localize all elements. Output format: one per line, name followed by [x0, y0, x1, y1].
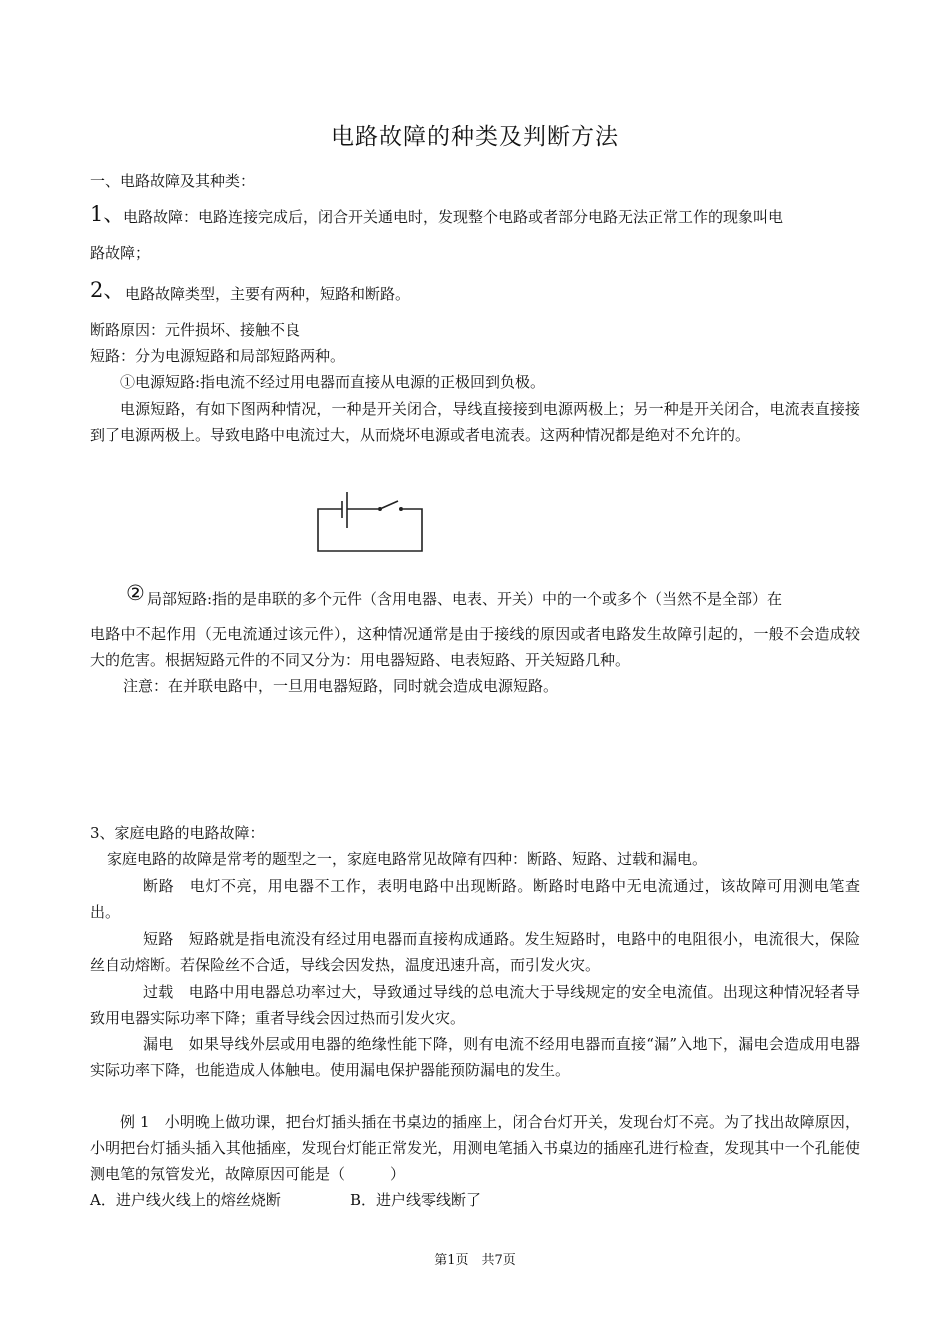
local-short-description: 电路中不起作用（无电流通过该元件），这种情况通常是由于接线的原因或者电路发生故障引起的，一般不会造成较大的危害。根据短路元件的不同又分为：用电器短路、电表短路、开关短路几种。 [90, 625, 860, 669]
switch-contact-right [399, 507, 403, 511]
local-short-line1: 局部短路:指的是串联的多个元件（含用电器、电表、开关）中的一个或多个（当然不是全部）在 [147, 590, 783, 608]
power-short-definition: ①电源短路:指电流不经过用电器而直接从电源的正极回到负极。 [120, 373, 546, 391]
example-1-question: 例 1 小明晚上做功课，把台灯插头插在书桌边的插座上，闭合台灯开关，发现台灯不亮。为了找出故障原因，小明把台灯插头插入其他插座，发现台灯能正常发光，用测电笔插入书桌边的插座孔进行检查，发现其中一个孔能使测电笔的氖管发光，故障原因可能是（ ） [90, 1113, 860, 1183]
parallel-note: 注意：在并联电路中，一旦用电器短路，同时就会造成电源短路。 [123, 677, 559, 695]
example-1-option-b: B．进户线零线断了 [350, 1191, 482, 1209]
fault-short-circuit: 短路 短路就是指电流没有经过用电器而直接构成通路。发生短路时，电路中的电阻很小，电流很大，保险丝自动熔断。若保险丝不合适，导线会因发热，温度迅速升高，而引发火灾。 [90, 930, 860, 974]
switch-blade [380, 501, 398, 509]
local-short-marker: ② [126, 581, 145, 605]
short-circuit-diagram [312, 488, 427, 556]
item2-text: 电路故障类型，主要有两种，短路和断路。 [125, 285, 411, 303]
section3-heading: 3、家庭电路的电路故障： [90, 824, 265, 842]
fault-overload: 过载 电路中用电器总功率过大，导致通过导线的总电流大于导线规定的安全电流值。出现这种情况轻者导致用电器实际功率下降；重者导线会因过热而引发火灾。 [90, 983, 860, 1027]
fault-leakage: 漏电 如果导线外层或用电器的绝缘性能下降，则有电流不经用电器而直接“漏”入地下，漏电会造成用电器实际功率下降，也能造成人体触电。使用漏电保护器能预防漏电的发生。 [90, 1035, 860, 1079]
page-footer: 第1页 共7页 [434, 1253, 516, 1268]
item1-number: 1、 [90, 202, 125, 226]
item2-number: 2、 [90, 278, 125, 302]
short-circuit-definition: 短路：分为电源短路和局部短路两种。 [90, 347, 346, 365]
section3-intro: 家庭电路的故障是常考的题型之一，家庭电路常见故障有四种：断路、短路、过载和漏电。 [107, 850, 708, 868]
section1-heading: 一、电路故障及其种类： [90, 172, 256, 190]
open-circuit-cause: 断路原因：元件损坏、接触不良 [90, 321, 301, 339]
fault-open-circuit: 断路 电灯不亮，用电器不工作，表明电路中出现断路。断路时电路中无电流通过，该故障可用测电笔查出。 [90, 877, 860, 921]
circuit-wire [318, 509, 422, 551]
item1-text: 电路故障：电路连接完成后，闭合开关通电时，发现整个电路或者部分电路无法正常工作的现象叫电 [123, 208, 784, 226]
example-1-option-a: A．进户线火线上的熔丝烧断 [90, 1191, 281, 1209]
power-short-description: 电源短路，有如下图两种情况，一种是开关闭合，导线直接接到电源两极上；另一种是开关闭合，电流表直接接到了电源两极上。导致电路中电流过大，从而烧坏电源或者电流表。这两种情况都是绝对不允许的。 [90, 400, 860, 444]
page-title: 电路故障的种类及判断方法 [331, 124, 619, 150]
switch-contact-left [378, 507, 382, 511]
item1-continuation: 路故障； [90, 244, 151, 262]
